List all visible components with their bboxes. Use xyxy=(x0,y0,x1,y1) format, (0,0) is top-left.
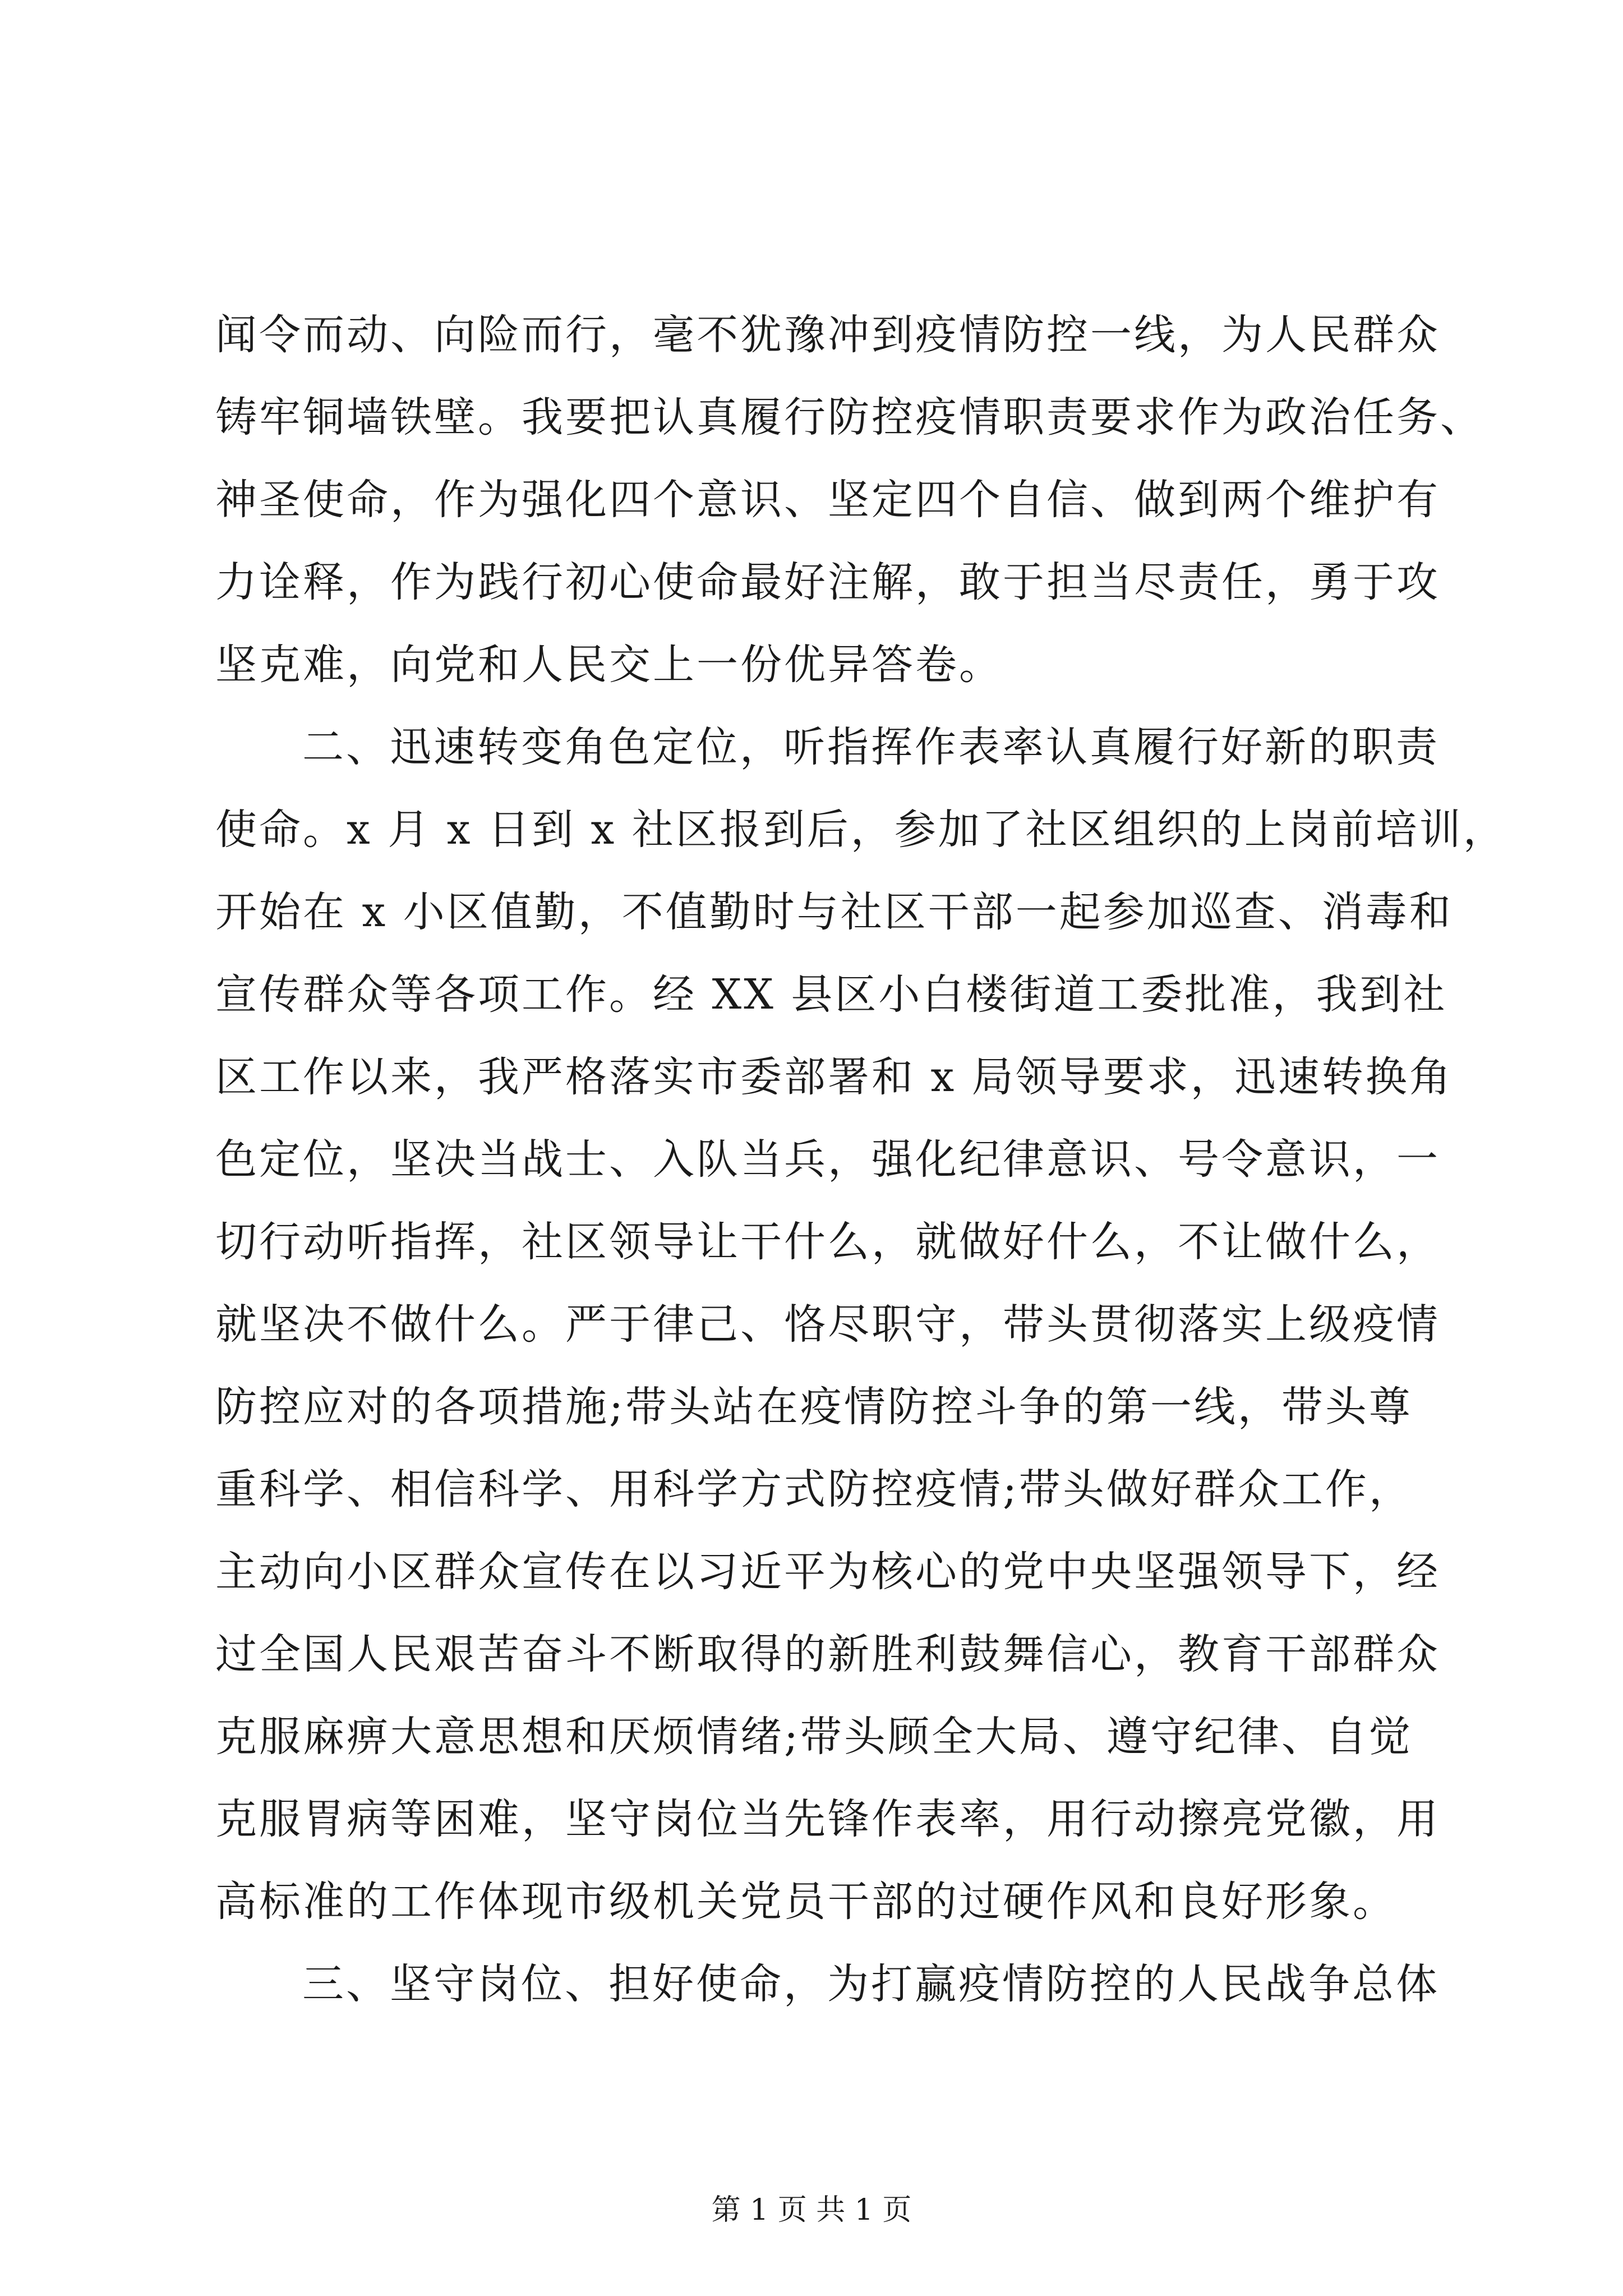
body-line-4: 力诠释，作为践行初心使命最好注解，敢于担当尽责任，勇于攻 xyxy=(215,558,1440,606)
body-line-10: 区工作以来，我严格落实市委部署和 x 局领导要求，迅速转换角 xyxy=(215,1053,1453,1101)
section-heading-3: 三、坚守岗位、担好使命，为打赢疫情防控的人民战争总体 xyxy=(302,1960,1440,2008)
body-line-20: 高标准的工作体现市级机关党员干部的过硬作风和良好形象。 xyxy=(215,1878,1396,1926)
body-line-12: 切行动听指挥，社区领导让干什么，就做好什么，不让做什么， xyxy=(215,1218,1440,1266)
body-line-13: 就坚决不做什么。严于律己、恪尽职守，带头贯彻落实上级疫情 xyxy=(215,1300,1440,1349)
body-line-19: 克服胃病等困难，坚守岗位当先锋作表率，用行动擦亮党徽，用 xyxy=(215,1795,1440,1843)
body-line-5: 坚克难，向党和人民交上一份优异答卷。 xyxy=(215,641,1003,689)
body-line-8: 开始在 x 小区值勤，不值勤时与社区干部一起参加巡查、消毒和 xyxy=(215,888,1453,936)
body-line-2: 铸牢铜墙铁壁。我要把认真履行防控疫情职责要求作为政治任务、 xyxy=(215,393,1484,441)
body-line-3: 神圣使命，作为强化四个意识、坚定四个自信、做到两个维护有 xyxy=(215,476,1440,524)
page-number-footer: 第 1 页 共 1 页 xyxy=(711,2193,912,2227)
body-line-11: 色定位，坚决当战士、入队当兵，强化纪律意识、号令意识，一 xyxy=(215,1135,1440,1184)
body-line-14: 防控应对的各项措施;带头站在疫情防控斗争的第一线，带头尊 xyxy=(215,1383,1413,1431)
body-line-9: 宣传群众等各项工作。经 XX 县区小白楼街道工委批准，我到社 xyxy=(215,970,1447,1019)
section-heading-2: 二、迅速转变角色定位，听指挥作表率认真履行好新的职责 xyxy=(302,723,1440,771)
body-line-15: 重科学、相信科学、用科学方式防控疫情;带头做好群众工作， xyxy=(215,1465,1413,1513)
body-line-17: 过全国人民艰苦奋斗不断取得的新胜利鼓舞信心，教育干部群众 xyxy=(215,1630,1440,1678)
body-line-16: 主动向小区群众宣传在以习近平为核心的党中央坚强领导下，经 xyxy=(215,1548,1440,1596)
body-line-1: 闻令而动、向险而行，毫不犹豫冲到疫情防控一线，为人民群众 xyxy=(215,311,1440,359)
body-line-18: 克服麻痹大意思想和厌烦情绪;带头顾全大局、遵守纪律、自觉 xyxy=(215,1713,1413,1761)
body-line-7: 使命。x 月 x 日到 x 社区报到后，参加了社区组织的上岗前培训， xyxy=(215,806,1507,854)
